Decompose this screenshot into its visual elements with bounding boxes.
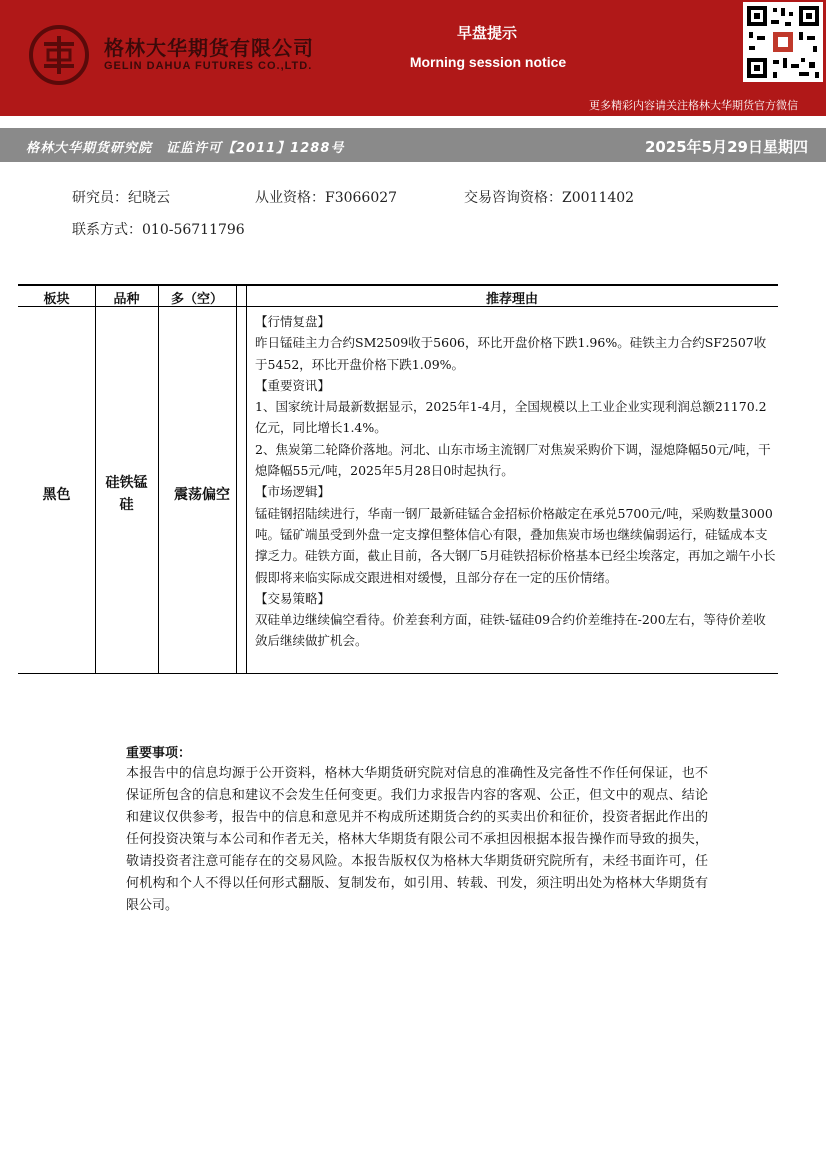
news-item-1: 1、国家统计局最新数据显示，2025年1-4月，全国规模以上工业企业实现利润总额21170.2亿元，同比增长1.4%。 bbox=[255, 399, 767, 436]
section-heading-review: 【行情复盘】 bbox=[255, 314, 331, 329]
advisory-qualification: 交易咨询资格：Z0011402 bbox=[464, 190, 635, 206]
report-date: 2025年5月29日星期四 bbox=[644, 138, 808, 156]
header-direction: 多（空） bbox=[170, 292, 223, 307]
section-heading-logic: 【市场逻辑】 bbox=[255, 484, 331, 500]
disclaimer-section bbox=[126, 742, 708, 917]
researcher-name: 研究员：纪晓云 bbox=[72, 190, 170, 206]
column-divider bbox=[246, 286, 247, 673]
disclaimer-title: 重要事项： bbox=[126, 746, 192, 761]
header-banner bbox=[0, 0, 826, 116]
header-reason: 推荐理由 bbox=[485, 292, 538, 307]
sector-cell: 黑色 bbox=[42, 487, 71, 503]
direction-cell: 震荡偏空 bbox=[174, 487, 230, 503]
section-heading-strategy: 【交易策略】 bbox=[255, 590, 331, 606]
info-bar bbox=[0, 128, 826, 162]
contact-info: 联系方式：010-56711796 bbox=[72, 222, 245, 238]
institute-license: 格林大华期货研究院 证监许可【2011】1288号 bbox=[26, 141, 345, 156]
news-item-2: 2、焦炭第二轮降价落地。河北、山东市场主流钢厂对焦炭采购价下调，湿熄降幅50元/吨，干熄降幅55元/吨，2025年5月28日0时起执行。 bbox=[255, 441, 771, 479]
header-sector: 板块 bbox=[43, 292, 70, 307]
strategy-text: 双硅单边继续偏空看待。价差套利方面，硅铁-锰硅09合约价差维持在-200左右，等待价差收敛后继续做扩机会。 bbox=[255, 612, 766, 649]
review-text: 昨日锰硅主力合约SM2509收于5606，环比开盘价格下跌1.96%。硅铁主力合约SF2507收于5452，环比开盘价格下跌1.09%。 bbox=[255, 335, 767, 372]
recommendation-table bbox=[18, 284, 778, 674]
company-name-en: GELIN DAHUA FUTURES CO.,LTD. bbox=[104, 60, 313, 72]
researcher-qualification: 从业资格：F3066027 bbox=[255, 190, 398, 206]
logic-text: 锰硅钢招陆续进行，华南一钢厂最新硅锰合金招标价格敲定在承兑5700元/吨，采购数量3000吨。锰矿端虽受到外盘一定支撑但整体信心有限，叠加焦炭市场也继续偏弱运行，硅锰成本支撑乏力。硅铁方面，截止目前，各大钢厂5月硅铁招标价格基本已经尘埃落定，再加之端午小长假即将来临实际成交跟进相对缓慢，且部分存在一定的压价情绪。 bbox=[255, 505, 776, 585]
report-title-cn: 早盘提示 bbox=[456, 24, 517, 42]
column-divider bbox=[158, 286, 159, 673]
company-name-cn: 格林大华期货有限公司 bbox=[104, 36, 314, 60]
variety-cell-line2: 硅 bbox=[119, 497, 134, 513]
column-divider bbox=[236, 286, 237, 673]
variety-cell-line1: 硅铁锰 bbox=[105, 475, 148, 491]
report-title-en: Morning session notice bbox=[409, 54, 567, 70]
qr-code-icon bbox=[743, 2, 823, 82]
disclaimer-body: 本报告中的信息均源于公开资料，格林大华期货研究院对信息的准确性及完备性不作任何保证，也不保证所包含的信息和建议不会发生任何变更。我们力求报告内容的客观、公正，但文中的观点、结论和建议仅供参考，报告中的信息和意见并不构成所述期货合约的买卖出价和征价，投资者据此作出的任何投资决策与本公司和作者无关，格林大华期货有限公司不承担因根据本报告操作而导致的损失，敬请投资者注意可能存在的交易风险。本报告版权仅为格林大华期货研究院所有，未经书面许可，任何机构和个人不得以任何形式翻版、复制发布，如引用、转载、刊发，须注明出处为格林大华期货有限公司。 bbox=[126, 766, 708, 913]
company-logo-icon bbox=[28, 24, 90, 86]
header-variety: 品种 bbox=[113, 292, 140, 307]
reason-cell bbox=[255, 311, 777, 652]
section-heading-news: 【重要资讯】 bbox=[255, 377, 331, 393]
wechat-follow-note: 更多精彩内容请关注格林大华期货官方微信 bbox=[589, 99, 798, 112]
